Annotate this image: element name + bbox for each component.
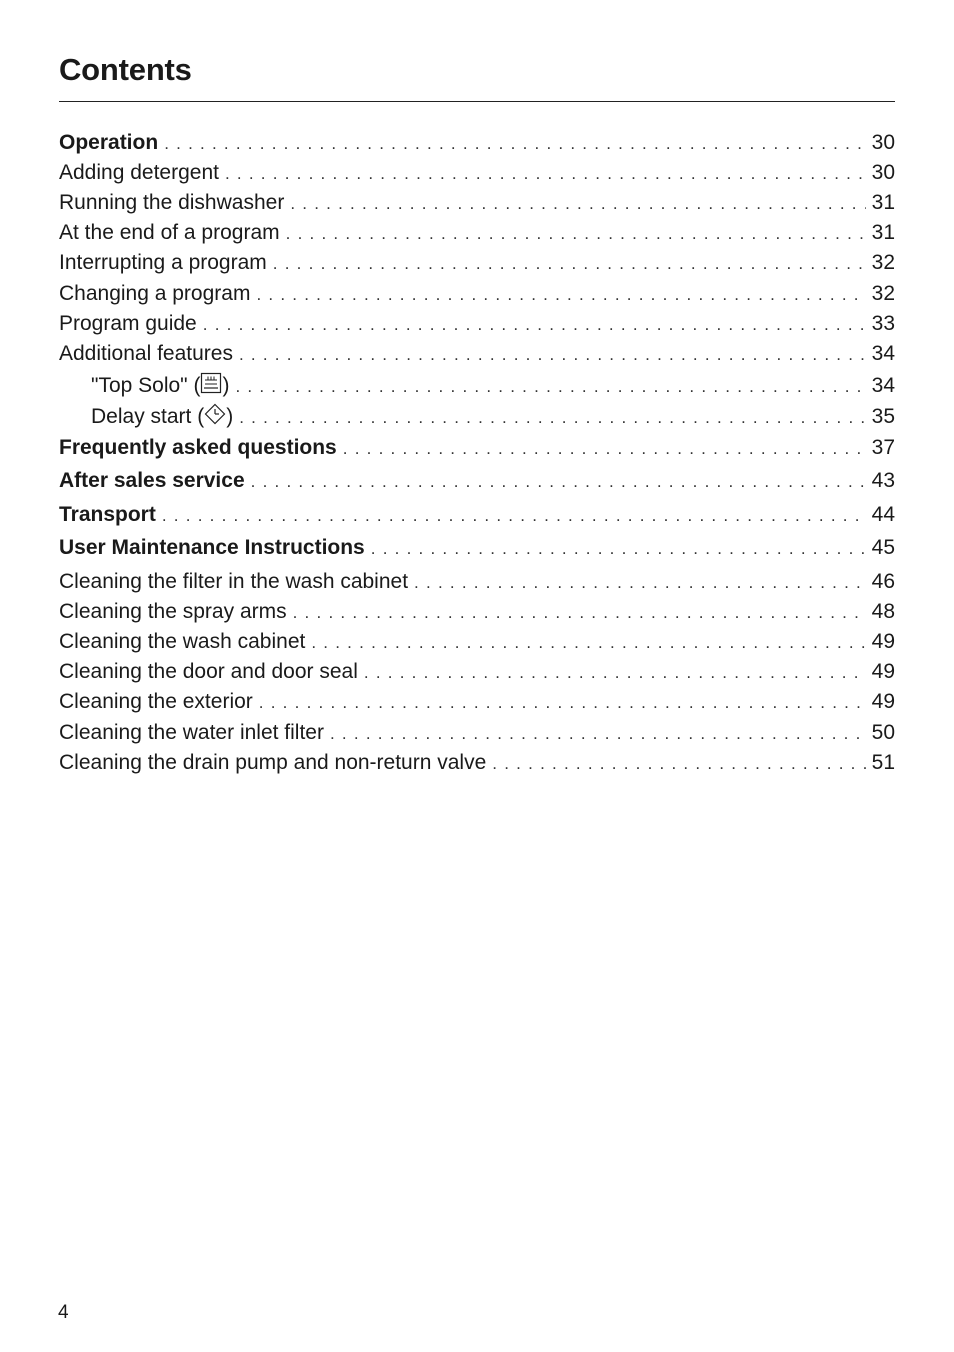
leader-dots (311, 633, 865, 653)
toc-entry-additional-features[interactable] (59, 342, 895, 368)
toc-page-number: 31 (871, 191, 895, 214)
toc-page-number: 45 (871, 536, 895, 559)
toc-label-text: Delay start ( (91, 405, 205, 428)
leader-dots (286, 224, 866, 244)
toc-entry-top-solo[interactable] (59, 372, 895, 398)
toc-entry-label: Transport (59, 503, 156, 526)
toc-entry-cleaning-spray-arms[interactable] (59, 600, 895, 626)
toc-entry-delay-start[interactable] (59, 403, 895, 429)
toc-entry-label: Cleaning the drain pump and non-return valve (59, 751, 487, 774)
toc-page-number: 37 (871, 436, 895, 459)
toc-entry-label: Cleaning the filter in the wash cabinet (59, 570, 409, 593)
toc-entry-label: After sales service (59, 469, 245, 492)
toc-page-number: 35 (871, 405, 895, 428)
toc-entry-label: Cleaning the wash cabinet (59, 630, 306, 653)
toc-page-number: 51 (871, 751, 895, 774)
leader-dots (235, 377, 865, 397)
delay-start-icon (204, 403, 226, 425)
toc-page-number: 48 (871, 600, 895, 623)
top-solo-icon (200, 372, 222, 394)
toc-entry-faq[interactable] (59, 436, 895, 462)
toc-entry-label: Cleaning the exterior (59, 690, 253, 713)
toc-entry-label: At the end of a program (59, 221, 280, 244)
toc-entry-after-sales-service[interactable] (59, 469, 895, 495)
toc-page-number: 33 (871, 312, 895, 335)
toc-entry-user-maintenance[interactable] (59, 536, 895, 562)
leader-dots (273, 254, 866, 274)
toc-entry-running-the-dishwasher[interactable] (59, 191, 895, 217)
page-title: Contents (59, 52, 192, 87)
toc-label-text: ) (222, 374, 230, 397)
leader-dots (203, 315, 866, 335)
toc-entry-label: Additional features (59, 342, 233, 365)
toc-entry-operation[interactable] (59, 131, 895, 157)
toc-entry-label: Cleaning the water inlet filter (59, 721, 324, 744)
toc-entry-interrupting-program[interactable] (59, 251, 895, 277)
toc-page-number: 43 (871, 469, 895, 492)
toc-entry-label: Cleaning the spray arms (59, 600, 287, 623)
toc-entry-cleaning-exterior[interactable] (59, 690, 895, 716)
toc-page-number: 32 (871, 282, 895, 305)
toc-entry-transport[interactable] (59, 503, 895, 529)
toc-entry-cleaning-drain-pump[interactable] (59, 751, 895, 777)
leader-dots (293, 603, 866, 623)
page-number: 4 (58, 1302, 69, 1323)
leader-dots (364, 663, 866, 683)
leader-dots (259, 693, 866, 713)
leader-dots (239, 345, 866, 365)
leader-dots (290, 194, 865, 214)
toc-page-number: 30 (871, 131, 895, 154)
toc-page-number: 49 (871, 630, 895, 653)
toc-page-number: 30 (871, 161, 895, 184)
toc-label-text: "Top Solo" ( (91, 374, 201, 397)
leader-dots (251, 472, 866, 492)
toc-page-number: 49 (871, 660, 895, 683)
leader-dots (492, 754, 865, 774)
toc-page-number: 31 (871, 221, 895, 244)
toc-page-number: 46 (871, 570, 895, 593)
toc-page-number: 49 (871, 690, 895, 713)
toc-page-number: 34 (871, 342, 895, 365)
toc-page-number: 32 (871, 251, 895, 274)
toc-entry-label: Running the dishwasher (59, 191, 285, 214)
toc-entry-label: Operation (59, 131, 159, 154)
toc-entry-program-guide[interactable] (59, 312, 895, 338)
leader-dots (164, 134, 865, 154)
toc-entry-cleaning-water-inlet-filter[interactable] (59, 721, 895, 747)
leader-dots (256, 285, 865, 305)
leader-dots (162, 506, 866, 526)
toc-entry-changing-program[interactable] (59, 282, 895, 308)
leader-dots (239, 408, 865, 428)
toc-label-text: ) (226, 405, 234, 428)
toc-entry-cleaning-wash-cabinet[interactable] (59, 630, 895, 656)
toc-entry-adding-detergent[interactable] (59, 161, 895, 187)
leader-dots (343, 439, 866, 459)
toc-entry-cleaning-filter[interactable] (59, 570, 895, 596)
toc-page-number: 34 (871, 374, 895, 397)
leader-dots (371, 539, 866, 559)
leader-dots (414, 573, 866, 593)
toc-entry-label: Cleaning the door and door seal (59, 660, 358, 683)
toc-entry-label: Interrupting a program (59, 251, 267, 274)
toc-entry-end-of-program[interactable] (59, 221, 895, 247)
leader-dots (225, 164, 866, 184)
toc-entry-label: Program guide (59, 312, 197, 335)
toc-page-number: 44 (871, 503, 895, 526)
title-divider (59, 101, 895, 102)
toc-page-number: 50 (871, 721, 895, 744)
toc-entry-label (91, 403, 233, 429)
toc-entry-label: Changing a program (59, 282, 251, 305)
leader-dots (330, 724, 866, 744)
toc-entry-label: User Maintenance Instructions (59, 536, 365, 559)
toc-entry-label: Adding detergent (59, 161, 219, 184)
toc-entry-cleaning-door[interactable] (59, 660, 895, 686)
toc-entry-label (91, 372, 229, 398)
toc-entry-label: Frequently asked questions (59, 436, 337, 459)
